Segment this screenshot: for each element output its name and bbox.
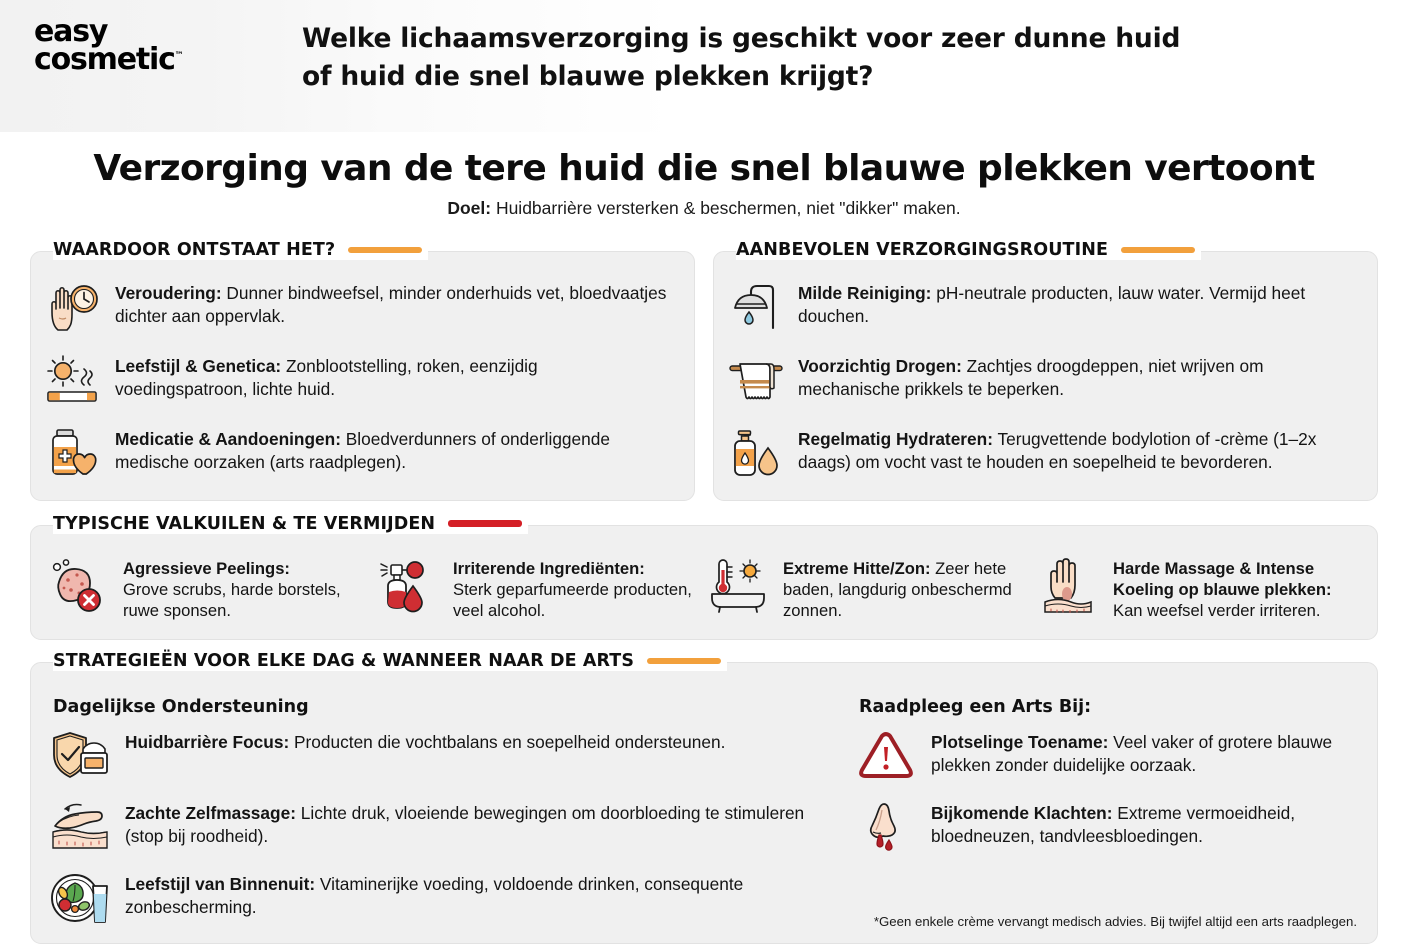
medicine-bottle-heart-icon xyxy=(45,426,101,480)
towel-icon xyxy=(728,353,784,407)
list-item-text xyxy=(123,556,371,622)
list-item xyxy=(728,426,1357,480)
list-item-text xyxy=(931,800,1359,848)
page-subtitle xyxy=(0,198,1408,219)
medical-disclaimer-footnote: *Geen enkele crème vervangt medisch advies. Bij twijfel altijd een arts raadplegen. xyxy=(873,914,1357,930)
doctor-column-inner xyxy=(849,697,1359,856)
hand-clock-icon xyxy=(45,280,101,334)
header-question-line-2: of huid die snel blauwe plekken krijgt? xyxy=(302,61,874,93)
panel-strategies-header xyxy=(53,651,727,671)
item-body: Veel vaker of grotere blauwe plekken zonder duidelijke oorzaak. xyxy=(931,732,1333,776)
header-question xyxy=(302,20,1180,97)
list-item-text xyxy=(931,729,1359,777)
panel-causes-title: WAARDOOR ONTSTAAT HET? xyxy=(53,240,339,260)
item-body: Sterk geparfumeerde producten, veel alcohol. xyxy=(453,579,692,621)
item-label: Zachte Zelfmassage: xyxy=(125,803,296,824)
logo-text-cosmetic xyxy=(34,41,204,77)
item-body: pH-neutrale producten, lauw water. Vermijd heet douchen. xyxy=(798,282,1306,326)
item-body: Zonblootstelling, roken, eenzijdig voedingspatroon, lichte huid. xyxy=(115,355,538,399)
brand-logo xyxy=(34,14,204,77)
item-body: Terugvettende bodylotion of -crème (1–2x daags) om vocht vast te houden en soepelheid te bevorderen. xyxy=(798,428,1317,472)
sun-cigarette-icon xyxy=(45,353,101,407)
panel-routine-accent-rule xyxy=(1121,247,1195,253)
item-body: Bloedverdunners of onderliggende medische oorzaken (arts raadplegen). xyxy=(115,428,610,472)
item-body: Zeer hete baden, langdurig onbeschermd zonnen. xyxy=(783,558,1012,621)
list-item xyxy=(47,556,371,622)
item-body: Extreme vermoeidheid, bloedneuzen, tandvleesbloedingen. xyxy=(931,803,1295,847)
item-label: Harde Massage & Intense Koeling op blauwe plekken: xyxy=(1113,558,1332,599)
doctor-column xyxy=(849,693,1359,930)
list-item xyxy=(49,800,833,856)
item-body: Grove scrubs, harde borstels, ruwe sponsen. xyxy=(123,579,341,621)
thermometer-sun-bathtub-icon xyxy=(707,556,769,616)
list-item xyxy=(45,280,674,334)
item-label: Agressieve Peelings: xyxy=(123,558,290,578)
item-body: Vitaminerijke voeding, voldoende drinken, consequente zonbescherming. xyxy=(125,874,744,918)
list-item-text xyxy=(798,353,1357,401)
list-item xyxy=(49,871,833,927)
perfume-spray-alcohol-icon xyxy=(377,556,439,616)
list-item-text xyxy=(125,800,833,848)
item-label: Milde Reiniging: xyxy=(798,282,932,303)
list-item xyxy=(49,729,833,785)
panel-causes-accent-rule xyxy=(348,247,422,253)
daily-support-subhead: Dagelijkse Ondersteuning xyxy=(53,697,309,718)
list-item-text xyxy=(125,871,833,919)
section-strategies xyxy=(30,651,1378,944)
list-item-text xyxy=(798,280,1357,328)
list-item-text xyxy=(1113,556,1361,622)
item-label: Irriterende Ingrediënten: xyxy=(453,558,645,578)
list-item-text xyxy=(115,280,674,328)
list-item-text xyxy=(798,426,1357,474)
list-item xyxy=(855,729,1359,785)
panel-pitfalls-header xyxy=(53,514,528,534)
sponge-forbidden-icon xyxy=(47,556,109,616)
page-title: Verzorging van de tere huid die snel blauwe plekken vertoont xyxy=(93,148,1315,189)
nosebleed-icon xyxy=(855,800,917,856)
panel-causes xyxy=(30,239,695,501)
panel-strategies-title: STRATEGIEËN VOOR ELKE DAG & WANNEER NAAR DE ARTS xyxy=(53,651,638,671)
list-item-text xyxy=(125,729,725,754)
panel-causes-header xyxy=(53,240,428,260)
item-body: Kan weefsel verder irriteren. xyxy=(1113,601,1321,621)
list-item xyxy=(1037,556,1361,622)
panel-pitfalls xyxy=(30,513,1378,641)
list-item xyxy=(728,280,1357,334)
panel-routine-title: AANBEVOLEN VERZORGINGSROUTINE xyxy=(736,240,1112,260)
list-item xyxy=(45,426,674,480)
logo-cosmetic-word: cosmetic xyxy=(34,41,175,77)
daily-support-column xyxy=(49,693,833,927)
item-label: Bijkomende Klachten: xyxy=(931,803,1113,824)
list-item xyxy=(855,800,1359,856)
list-item xyxy=(707,556,1031,622)
list-item xyxy=(728,353,1357,407)
panel-strategies xyxy=(30,651,1378,944)
list-item xyxy=(377,556,701,622)
logo-text-easy: easy xyxy=(34,14,108,49)
hand-pressing-skin-icon xyxy=(1037,556,1099,616)
item-body: Producten die vochtbalans en soepelheid ondersteunen. xyxy=(289,732,726,753)
shower-droplet-icon xyxy=(728,280,784,334)
salad-plate-water-glass-icon xyxy=(49,871,111,927)
panel-strategies-accent-rule xyxy=(647,658,721,664)
list-item-text xyxy=(453,556,701,622)
list-item xyxy=(45,353,674,407)
list-item-text xyxy=(115,353,674,401)
title-block xyxy=(0,149,1408,219)
panel-pitfalls-title: TYPISCHE VALKUILEN & TE VERMIJDEN xyxy=(53,514,439,534)
item-label: Huidbarrière Focus: xyxy=(125,732,290,753)
top-sections xyxy=(30,239,1378,501)
item-label: Medicatie & Aandoeningen: xyxy=(115,428,341,449)
item-label: Veroudering: xyxy=(115,282,222,303)
panel-pitfalls-accent-rule xyxy=(448,520,522,527)
subtitle-text: Huidbarrière versterken & beschermen, niet "dikker" maken. xyxy=(491,197,961,218)
subtitle-label: Doel: xyxy=(447,197,492,218)
doctor-subhead: Raadpleeg een Arts Bij: xyxy=(859,697,1092,718)
item-label: Leefstijl van Binnenuit: xyxy=(125,874,316,895)
item-label: Extreme Hitte/Zon: xyxy=(783,558,931,578)
list-item-text xyxy=(783,556,1031,622)
list-item-text xyxy=(115,426,674,474)
item-label: Voorzichtig Drogen: xyxy=(798,355,962,376)
hand-massage-skin-icon xyxy=(49,800,111,856)
logo-trademark-symbol: ™ xyxy=(174,50,184,61)
item-body: Dunner bindweefsel, minder onderhuids vet, bloedvaatjes dichter aan oppervlak. xyxy=(115,282,667,326)
lotion-pump-droplet-icon xyxy=(728,426,784,480)
panel-routine xyxy=(713,239,1378,501)
item-body: Lichte druk, vloeiende bewegingen om doorbloeding te stimuleren (stop bij roodheid). xyxy=(125,803,805,847)
page-header xyxy=(0,0,1408,132)
item-label: Plotselinge Toename: xyxy=(931,732,1109,753)
section-pitfalls xyxy=(30,513,1378,641)
item-body: Zachtjes droogdeppen, niet wrijven om mechanische prikkels te beperken. xyxy=(798,355,1264,399)
warning-triangle-icon xyxy=(855,729,917,785)
shield-cream-jar-icon xyxy=(49,729,111,785)
item-label: Leefstijl & Genetica: xyxy=(115,355,282,376)
header-question-line-1: Welke lichaamsverzorging is geschikt voor zeer dunne huid xyxy=(302,23,1181,54)
item-label: Regelmatig Hydrateren: xyxy=(798,428,993,449)
panel-routine-header xyxy=(736,240,1201,260)
pitfalls-grid xyxy=(47,556,1361,622)
